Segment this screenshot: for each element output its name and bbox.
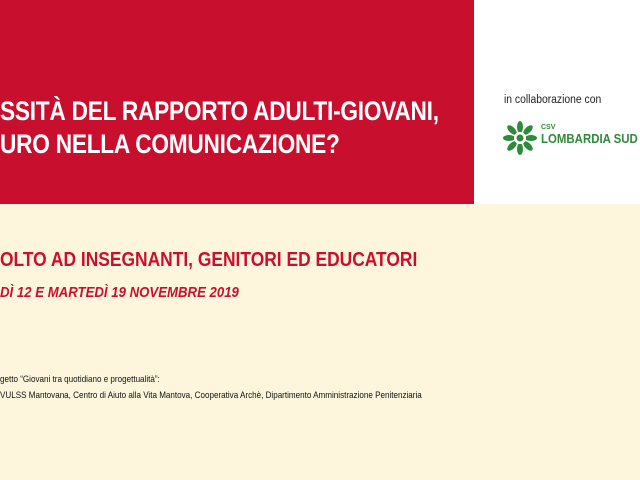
csv-flower-icon [503,121,537,155]
csv-lombardia-sud-logo [503,121,640,155]
event-title-line-2: URO NELLA COMUNICAZIONE? [0,129,340,159]
logo-csv-text: CSV [541,124,556,131]
event-dates: DÌ 12 E MARTEDÌ 19 NOVEMBRE 2019 [0,284,239,301]
audience-heading: OLTO AD INSEGNANTI, GENITORI ED EDUCATORI [0,249,418,271]
project-line: getto “Giovani tra quotidiano e progettualità”: [0,374,160,385]
event-title-line-1: SSITÀ DEL RAPPORTO ADULTI-GIOVANI, [0,96,439,126]
title-banner [0,0,474,204]
logo-name-text: LOMBARDIA SUD [541,131,638,146]
partners-line: VULSS Mantovana, Centro di Aiuto alla Vita Mantova, Cooperativa Archè, Dipartimento Amministrazione Penitenziaria [0,390,422,401]
collaboration-label: in collaborazione con [504,94,602,106]
